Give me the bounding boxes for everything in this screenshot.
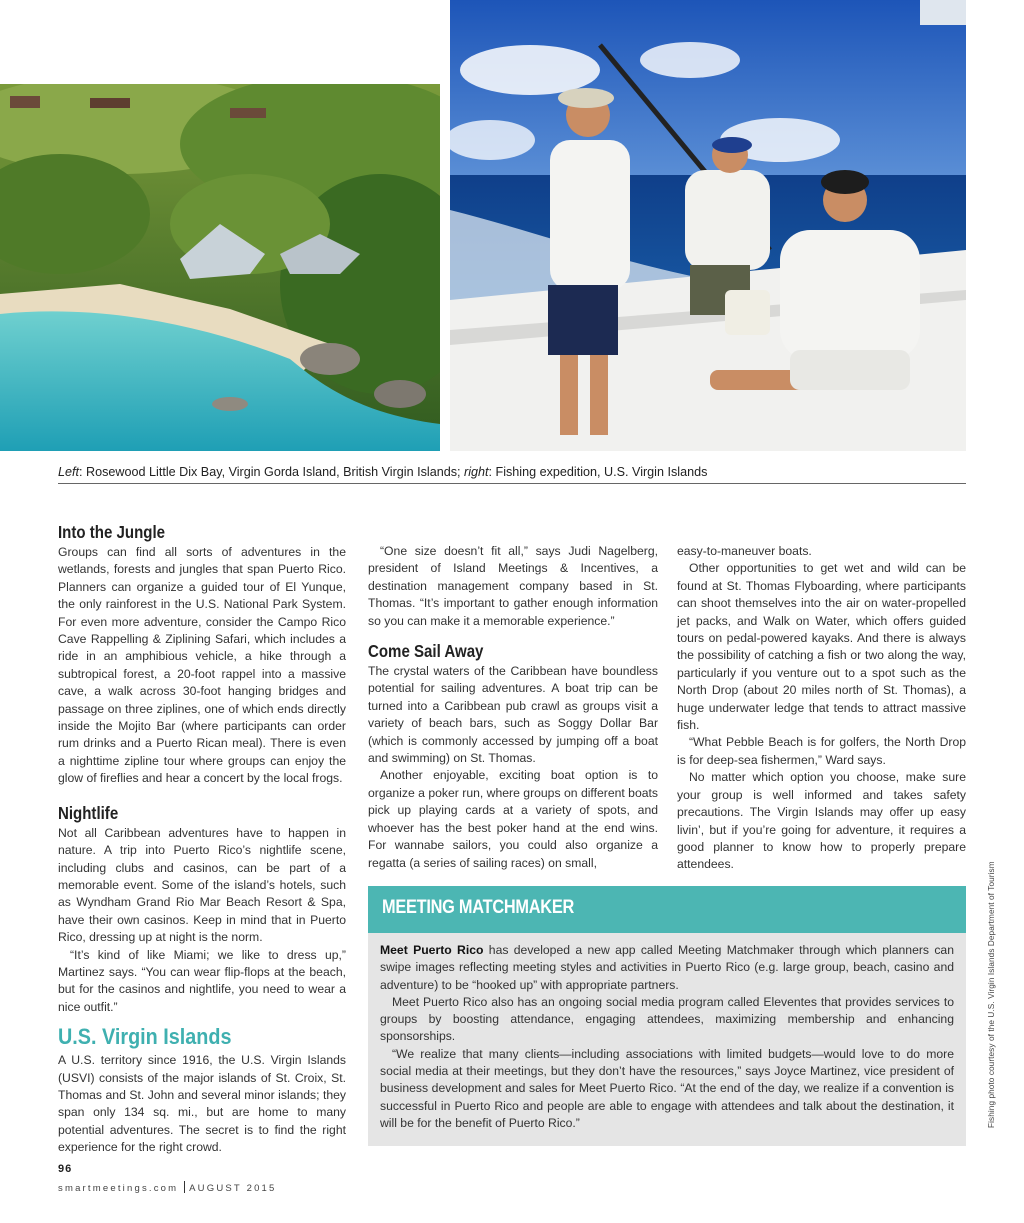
heading-nightlife: Nightlife [58, 802, 119, 823]
page-number: 96 [58, 1163, 73, 1175]
heading-into-the-jungle: Into the Jungle [58, 522, 166, 542]
footer-site: smartmeetings.com [58, 1183, 179, 1194]
photo-caption [58, 465, 966, 484]
paragraph-no-matter: No matter which option you choose, make sure your group is well informed and takes safety precautions. The Virgin Islands may offer up easy livin’, but if you’re going for adventure, it requires a good planner to know how to properly prepare attendees. [677, 770, 966, 872]
caption-right-text: : Fishing expedition, U.S. Virgin Islands [488, 465, 708, 479]
column-2 [368, 543, 658, 872]
paragraph-nightlife-2: “It’s kind of like Miami; we like to dress up,” Martinez says. “You can wear flip-flops at the beach, but for the casinos and nightlife, you need to wear a nice outfit.” [58, 947, 346, 1014]
bay-photo [0, 84, 440, 451]
footer [58, 1181, 277, 1194]
column-3 [677, 543, 966, 874]
column-1 [58, 521, 346, 1157]
caption-left-text: : Rosewood Little Dix Bay, Virgin Gorda Island, British Virgin Islands; [79, 465, 465, 479]
meeting-matchmaker-sidebar [368, 886, 966, 1146]
sidebar-title: MEETING MATCHMAKER [382, 897, 575, 918]
paragraph-continued: easy-to-maneuver boats. [677, 544, 812, 558]
paragraph-sail-1: The crystal waters of the Caribbean have boundless potential for sailing adventures. A boat trip can be turned into a Caribbean pub crawl as groups visit a variety of beach bars, such as Soggy Dollar Bar (which is commonly accessed by jumping off a boat and swimming) on St. Thomas. [368, 664, 658, 766]
fishing-photo [450, 0, 966, 451]
footer-issue: AUGUST 2015 [189, 1183, 277, 1194]
sidebar-header [368, 886, 966, 933]
paragraph-usvi: A U.S. territory since 1916, the U.S. Virgin Islands (USVI) consists of the major islands of St. Croix, St. Thomas and St. John and several minor islands; they span only 134 sq. mi., but are home to many potential adventures. The secret is to find the right experience for the right crowd. [58, 1053, 346, 1155]
sidebar-paragraph-2: Meet Puerto Rico also has an ongoing social media program called Eleventes that provides services to groups by boosting attendance, engaging attendees, maximizing membership and enhancing sponsorships. [380, 994, 954, 1044]
caption-right-label: right [464, 465, 489, 479]
paragraph-jungle: Groups can find all sorts of adventures in the wetlands, forests and jungles that span Puerto Rico. Planners can organize a guided tour of El Yunque, the only rainforest in the U.S. National Park System. For even more adventure, consider the Campo Rico Cave Rappelling & Ziplining Safari, which includes a ride in an amphibious vehicle, a hike through a subtropical forest, a 20-foot rappel into a massive cave, a walk across 30-foot hanging bridges and passage on three ziplines, one of which ends directly inside the Mojito Bar (where participants can order rum drinks and a Puerto Rican meal). There is even a nighttime zipline tour where groups can enjoy the glow of fireflies and hear a concert by the local frogs. [58, 545, 346, 786]
paragraph-nightlife-1: Not all Caribbean adventures have to happen in nature. A trip into Puerto Rico’s nightlife scene, including clubs and casinos, can be part of a memorable event. Some of the island’s hotels, such as Wyndham Grand Rio Mar Beach Resort & Spa, have their own casinos. Keep in mind that in Puerto Rico, dressing up at night is the norm. [58, 825, 346, 945]
paragraph-other-opportunities: Other opportunities to get wet and wild can be found at St. Thomas Flyboarding, where participants can shoot themselves into the air on water-propelled jet packs, and Walk on Water, which offers guided tours on pedal-powered kayaks. And there is always the possibility of catching a fish or two along the way, particularly if you venture out to a spot such as the North Drop (about 20 miles north of St. Thomas), a huge underwater ledge that tends to attract massive fish. [677, 561, 966, 733]
footer-divider [184, 1181, 185, 1193]
sidebar-body [368, 933, 966, 1132]
heading-come-sail-away: Come Sail Away [368, 641, 484, 662]
caption-left-label: Left [58, 465, 80, 479]
photo-credit: Fishing photo courtesy of the U.S. Virgin Islands Department of Tourism [987, 861, 996, 1128]
sidebar-paragraph-1: has developed a new app called Meeting Matchmaker through which planners can swipe images reflecting meeting styles and activities in Puerto Rico (e.g. large group, beach, casino and adventure) to be “hooked up” with appropriate partners. [380, 943, 954, 992]
paragraph-sail-2: Another enjoyable, exciting boat option is to organize a poker run, where groups on different boats pick up playing cards at a variety of spots, and whoever has the best poker hand at the end wins. For wannabe sailors, you could also organize a regatta (a series of sailing races) on small, [368, 768, 658, 870]
paragraph-quote: “One size doesn’t fit all,” says Judi Nagelberg, president of Island Meetings & Incentives, a destination management company based in St. Thomas. “It’s important to gather enough information so you can make it a memorable experience.” [368, 544, 658, 628]
sidebar-bold-lead: Meet Puerto Rico [380, 943, 484, 957]
sidebar-paragraph-3: “We realize that many clients—including associations with limited budgets—would love to do more social media at their meetings, but they don’t have the resources,” says Joyce Martinez, vice president of business development and sales for Meet Puerto Rico. “At the end of the day, we realize if a convention is successful in Puerto Rico and people are able to engage with attendees and talk about the destination, it will be for the benefit of Puerto Rico.” [380, 1046, 954, 1130]
paragraph-pebble-beach: “What Pebble Beach is for golfers, the North Drop is for deep-sea fishermen,” Ward says. [677, 735, 966, 767]
heading-us-virgin-islands: U.S. Virgin Islands [58, 1024, 232, 1050]
